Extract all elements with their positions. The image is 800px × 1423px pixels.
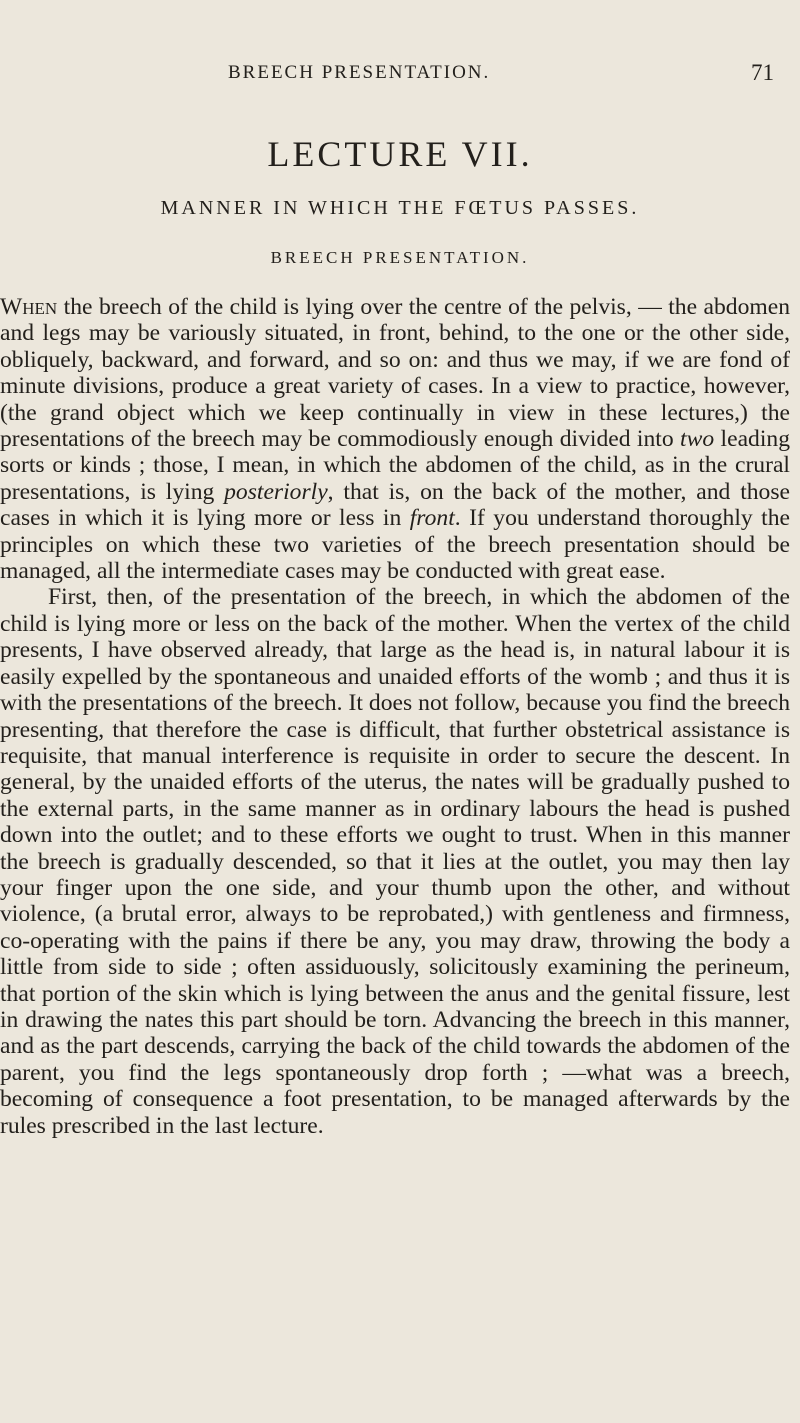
text-segment: , that is, on the back of the mother, and those cases in which it is lying more or less in — [0, 478, 790, 532]
italic-word: two — [680, 426, 715, 453]
body-text — [0, 294, 790, 1139]
lecture-title: LECTURE VII. — [267, 134, 533, 174]
italic-word: posteriorly — [224, 478, 328, 505]
paragraph-1 — [0, 294, 790, 584]
opening-word: When — [0, 294, 58, 320]
section-title: BREECH PRESENTATION. — [270, 248, 530, 267]
text-segment: leading sorts or kinds ; those, I mean, in which the abdomen of the child, as in the crural presentations, is lying — [0, 426, 790, 505]
page-number: 71 — [751, 60, 774, 85]
paragraph-2: First, then, of the presentation of the breech, in which the abdomen of the child is lying more or less on the back of the mother. When the vertex of the child presents, I have observed already, that large as the head is, in natural labour it is easily expelled by the spontaneous and unaided efforts of the womb ; and thus it is with the presentations of the breech. It does not follow, because you find the breech presenting, that therefore the case is difficult, that further obstetrical assistance is requisite, that manual interference is requisite in order to secure the descent. In general, by the unaided efforts of the uterus, the nates will be gradually pushed to the external parts, in the same manner as in ordinary labours the head is pushed down into the outlet; and to these efforts we ought to trust. When in this manner the breech is gradually descended, so that it lies at the outlet, you may then lay your finger upon the one side, and your thumb upon the other, and without violence, (a brutal error, always to be reprobated,) with gentleness and firmness, co-operating with the pains if there be any, you may draw, throwing the body a little from side to side ; often assiduously, solicitously examining the perineum, that portion of the skin which is lying between the anus and the genital fissure, lest in drawing the nates this part should be torn. Advancing the breech in this manner, and as the part descends, carrying the back of the child towards the abdomen of the parent, you find the legs spontaneously drop forth ; —what was a breech, becoming of consequence a foot presentation, to be managed afterwards by the rules prescribed in the last lecture. — [0, 584, 790, 1139]
text-segment: the breech of the child is lying over the centre of the pelvis, — the abdomen and legs may be variously situated, in front, behind, to the one or the other side, obliquely, backward, and forward, and so on: and thus we may, if we are fond of minute divisions, produce a great variety of cases. In a view to practice, however, (the grand object which we keep continually in view in these lectures,) the presentations of the breech may be commodiously enough divided into — [0, 294, 790, 453]
chapter-subtitle: MANNER IN WHICH THE FŒTUS PASSES. — [160, 197, 640, 219]
italic-word: front — [409, 505, 455, 532]
running-head-title: BREECH PRESENTATION. — [228, 62, 491, 83]
text-segment: . If you understand thoroughly the principles on which these two varieties of the breech presentation should be managed, all the intermediate cases may be conducted with great ease. — [0, 505, 791, 585]
